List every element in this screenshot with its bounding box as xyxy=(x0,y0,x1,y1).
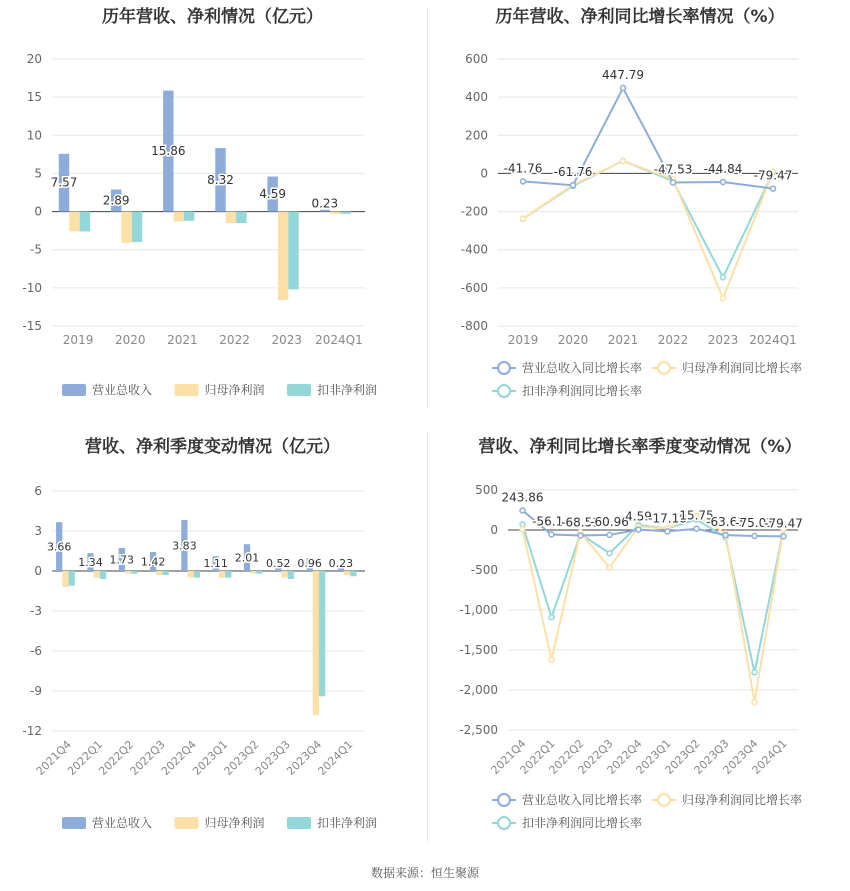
bar-归母净利润 xyxy=(281,571,287,578)
legend-label: 归母净利润同比增长率 xyxy=(682,793,803,807)
point-扣非净利润同比增长率 xyxy=(752,670,757,675)
legend-marker xyxy=(658,794,670,806)
bar-归母净利润 xyxy=(330,212,340,214)
point-营业总收入同比增长率 xyxy=(671,180,676,185)
data-label: -41.76 xyxy=(503,161,543,176)
y-tick-label: -1,500 xyxy=(459,643,498,657)
point-营业总收入同比增长率 xyxy=(621,86,626,91)
x-tick-label: 2022Q4 xyxy=(604,736,645,777)
bar-扣非净利润 xyxy=(236,212,246,223)
legend-swatch xyxy=(175,384,199,396)
y-tick-label: 5 xyxy=(34,166,42,181)
bar-扣非净利润 xyxy=(132,212,142,243)
bar-扣非净利润 xyxy=(288,571,294,579)
chart-title: 营收、净利同比增长率季度变动情况（%） xyxy=(478,437,802,457)
annual-line-svg xyxy=(430,0,850,420)
point-归母净利润同比增长率 xyxy=(521,216,526,221)
bar-归母净利润 xyxy=(344,571,350,575)
x-tick-label: 2023Q3 xyxy=(252,737,293,778)
point-营业总收入同比增长率 xyxy=(723,533,728,538)
point-营业总收入同比增长率 xyxy=(752,534,757,539)
y-tick-label: 400 xyxy=(465,90,488,105)
y-tick-label: 0 xyxy=(490,523,498,537)
point-营业总收入同比增长率 xyxy=(571,183,576,188)
bar-归母净利润 xyxy=(62,571,68,587)
y-tick-label: -5 xyxy=(30,242,42,257)
y-tick-label: 500 xyxy=(475,483,498,497)
x-tick-label: 2020 xyxy=(557,333,589,347)
y-tick-label: -15 xyxy=(22,319,42,333)
data-label: -68.51 xyxy=(561,515,600,530)
y-tick-label: -500 xyxy=(470,563,498,577)
y-tick-label: -400 xyxy=(460,242,488,257)
data-label: -79.47 xyxy=(764,516,803,531)
legend-label: 归母净利润 xyxy=(204,816,265,830)
quarter-bar-svg xyxy=(0,430,425,850)
point-营业总收入同比增长率 xyxy=(771,186,776,191)
y-tick-label: 600 xyxy=(465,52,488,66)
data-label: 7.57 xyxy=(50,175,78,190)
y-tick-label: -10 xyxy=(22,280,42,295)
bar-归母净利润 xyxy=(69,212,79,232)
bar-扣非净利润 xyxy=(69,571,75,586)
bar-扣非净利润 xyxy=(319,571,325,696)
y-tick-label: -9 xyxy=(30,684,42,698)
vertical-divider-bottom xyxy=(427,432,428,842)
x-tick-label: 2024Q1 xyxy=(315,737,356,778)
x-tick-label: 2022Q1 xyxy=(65,737,106,778)
quarter-line-svg xyxy=(430,430,850,850)
bar-扣非净利润 xyxy=(350,571,356,576)
data-label: 2.01 xyxy=(234,551,260,565)
y-tick-label: -2,500 xyxy=(459,723,498,737)
bar-归母净利润 xyxy=(125,571,131,574)
data-label: 0.52 xyxy=(266,557,291,570)
data-label: 447.79 xyxy=(602,68,644,83)
chart-title: 历年营收、净利同比增长率情况（%） xyxy=(495,7,785,27)
data-label: 0.23 xyxy=(328,557,354,570)
bar-归母净利润 xyxy=(174,212,184,222)
y-tick-label: 0 xyxy=(480,166,488,181)
x-tick-label: 2023 xyxy=(271,333,303,347)
data-label: 243.86 xyxy=(501,490,544,505)
series-line-归母净利润同比增长率 xyxy=(523,161,773,298)
data-label: -47.53 xyxy=(653,162,693,177)
data-label: 0.23 xyxy=(311,196,339,211)
bar-归母净利润 xyxy=(219,571,225,578)
point-营业总收入同比增长率 xyxy=(607,532,612,537)
legend-label: 归母净利润同比增长率 xyxy=(682,361,803,375)
legend-label: 营业总收入 xyxy=(92,816,153,830)
bar-扣非净利润 xyxy=(194,571,200,578)
legend-label: 扣非净利润同比增长率 xyxy=(522,384,643,398)
legend-label: 扣非净利润同比增长率 xyxy=(522,816,643,830)
x-tick-label: 2019 xyxy=(62,333,94,347)
point-营业总收入同比增长率 xyxy=(665,529,670,534)
y-tick-label: 200 xyxy=(465,128,488,143)
x-tick-label: 2022Q2 xyxy=(96,737,137,778)
chart-title: 营收、净利季度变动情况（亿元） xyxy=(85,437,340,457)
data-label: -61.76 xyxy=(553,165,593,180)
x-tick-label: 2019 xyxy=(507,333,539,347)
data-label: 1.42 xyxy=(140,555,166,569)
y-tick-label: -1,000 xyxy=(459,603,498,617)
data-label: -60.96 xyxy=(590,514,629,529)
data-label: -79.47 xyxy=(753,168,793,183)
x-tick-label: 2023Q3 xyxy=(691,736,732,777)
annual-bar-svg xyxy=(0,0,425,420)
legend-marker xyxy=(498,794,510,806)
y-tick-label: 20 xyxy=(26,52,42,66)
x-tick-label: 2022Q3 xyxy=(127,737,168,778)
bar-扣非净利润 xyxy=(225,571,231,578)
y-tick-label: 15 xyxy=(26,90,42,105)
series-line-扣非净利润同比增长率 xyxy=(523,520,784,673)
legend-swatch xyxy=(287,817,311,829)
x-tick-label: 2024Q1 xyxy=(749,333,797,347)
x-tick-label: 2023Q2 xyxy=(221,737,262,778)
bar-归母净利润 xyxy=(94,571,100,578)
legend-label: 营业总收入 xyxy=(92,383,153,397)
y-tick-label: 6 xyxy=(34,484,42,498)
point-归母净利润同比增长率 xyxy=(607,565,612,570)
point-归母净利润同比增长率 xyxy=(549,657,554,662)
bar-扣非净利润 xyxy=(184,212,194,221)
y-tick-label: 3 xyxy=(34,524,42,538)
point-扣非净利润同比增长率 xyxy=(721,275,726,280)
data-label: 4.59 xyxy=(259,187,287,202)
bar-归母净利润 xyxy=(226,212,236,223)
x-tick-label: 2020 xyxy=(114,333,146,347)
bar-归母净利润 xyxy=(250,571,256,574)
bar-扣非净利润 xyxy=(256,571,262,574)
x-tick-label: 2022Q3 xyxy=(575,736,616,777)
x-tick-label: 2022 xyxy=(657,333,689,347)
x-tick-label: 2024Q1 xyxy=(315,333,363,347)
y-tick-label: -800 xyxy=(460,319,488,333)
legend-swatch xyxy=(62,817,86,829)
bar-扣非净利润 xyxy=(340,212,350,214)
x-tick-label: 2021 xyxy=(167,333,198,347)
point-营业总收入同比增长率 xyxy=(694,526,699,531)
point-归母净利润同比增长率 xyxy=(752,700,757,705)
data-label: -63.63 xyxy=(706,515,745,530)
y-tick-label: -2,000 xyxy=(459,683,498,697)
point-营业总收入同比增长率 xyxy=(521,179,526,184)
x-tick-label: 2023 xyxy=(707,333,739,347)
x-tick-label: 2022Q2 xyxy=(546,736,587,777)
y-tick-label: 0 xyxy=(34,204,42,219)
x-tick-label: 2023Q4 xyxy=(284,737,325,778)
x-tick-label: 2022Q4 xyxy=(158,737,199,778)
data-label: -56.14 xyxy=(532,514,571,529)
data-label: -75.03 xyxy=(735,516,774,531)
point-归母净利润同比增长率 xyxy=(721,296,726,301)
point-营业总收入同比增长率 xyxy=(721,179,726,184)
series-line-归母净利润同比增长率 xyxy=(523,516,784,702)
legend-marker xyxy=(498,385,510,397)
y-tick-label: -6 xyxy=(30,644,42,658)
y-tick-label: -600 xyxy=(460,280,488,295)
y-tick-label: -200 xyxy=(460,204,488,219)
x-tick-label: 2023Q4 xyxy=(720,736,761,777)
point-扣非净利润同比增长率 xyxy=(549,615,554,620)
bar-归母净利润 xyxy=(156,571,162,575)
point-营业总收入同比增长率 xyxy=(781,534,786,539)
data-label: 3.83 xyxy=(172,539,197,553)
legend-label: 营业总收入同比增长率 xyxy=(522,361,643,375)
data-label: 2.89 xyxy=(102,193,130,208)
bar-归母净利润 xyxy=(278,212,288,300)
point-营业总收入同比增长率 xyxy=(636,527,641,532)
data-label: -17.18 xyxy=(648,511,687,526)
point-归母净利润同比增长率 xyxy=(520,527,525,532)
data-label: 3.66 xyxy=(46,540,72,554)
legend-label: 营业总收入同比增长率 xyxy=(522,793,643,807)
bar-归母净利润 xyxy=(188,571,194,578)
bar-扣非净利润 xyxy=(162,571,168,575)
legend-label: 扣非净利润 xyxy=(317,816,378,830)
data-source: 数据来源：恒生聚源 xyxy=(370,866,479,880)
data-label: 1.11 xyxy=(203,557,228,570)
bar-归母净利润 xyxy=(121,212,131,243)
panel-annual-line xyxy=(430,0,850,420)
x-tick-label: 2023Q2 xyxy=(662,736,703,777)
data-label: 8.32 xyxy=(207,172,234,187)
bar-扣非净利润 xyxy=(80,212,90,232)
x-tick-label: 2023Q1 xyxy=(190,737,231,778)
chart-title: 历年营收、净利情况（亿元） xyxy=(102,7,323,27)
legend-label: 归母净利润 xyxy=(204,383,265,397)
point-营业总收入同比增长率 xyxy=(578,533,583,538)
bar-扣非净利润 xyxy=(131,571,137,574)
data-label: -44.84 xyxy=(703,161,743,176)
legend-label: 扣非净利润 xyxy=(317,383,378,397)
y-tick-label: -3 xyxy=(30,604,42,618)
panel-quarter-bar xyxy=(0,430,425,850)
legend-swatch xyxy=(62,384,86,396)
data-label: 15.86 xyxy=(151,144,186,159)
point-归母净利润同比增长率 xyxy=(621,159,626,164)
x-tick-label: 2021Q4 xyxy=(488,736,529,777)
y-tick-label: 10 xyxy=(26,128,42,143)
bar-扣非净利润 xyxy=(288,212,298,290)
data-label: 15.75 xyxy=(679,508,714,523)
legend-swatch xyxy=(287,384,311,396)
vertical-divider-top xyxy=(427,8,428,408)
legend-marker xyxy=(498,362,510,374)
y-tick-label: -12 xyxy=(22,724,42,738)
y-tick-label: 0 xyxy=(34,564,42,578)
x-tick-label: 2021Q4 xyxy=(33,737,74,778)
point-营业总收入同比增长率 xyxy=(549,532,554,537)
legend-marker xyxy=(658,362,670,374)
data-label: 4.59 xyxy=(625,509,652,524)
data-label: 1.34 xyxy=(78,556,103,570)
data-label: 0.96 xyxy=(297,557,322,570)
x-tick-label: 2022Q1 xyxy=(517,736,558,777)
point-营业总收入同比增长率 xyxy=(520,508,525,513)
bar-扣非净利润 xyxy=(100,571,106,579)
data-label: 1.73 xyxy=(109,553,135,567)
x-tick-label: 2022 xyxy=(219,333,250,347)
legend-marker xyxy=(498,817,510,829)
panel-quarter-line xyxy=(430,430,850,850)
bar-归母净利润 xyxy=(313,571,319,715)
panel-annual-bar xyxy=(0,0,425,420)
x-tick-label: 2023Q1 xyxy=(633,736,674,777)
point-扣非净利润同比增长率 xyxy=(607,551,612,556)
x-tick-label: 2024Q1 xyxy=(749,736,790,777)
legend-swatch xyxy=(175,817,199,829)
x-tick-label: 2021 xyxy=(607,333,639,347)
